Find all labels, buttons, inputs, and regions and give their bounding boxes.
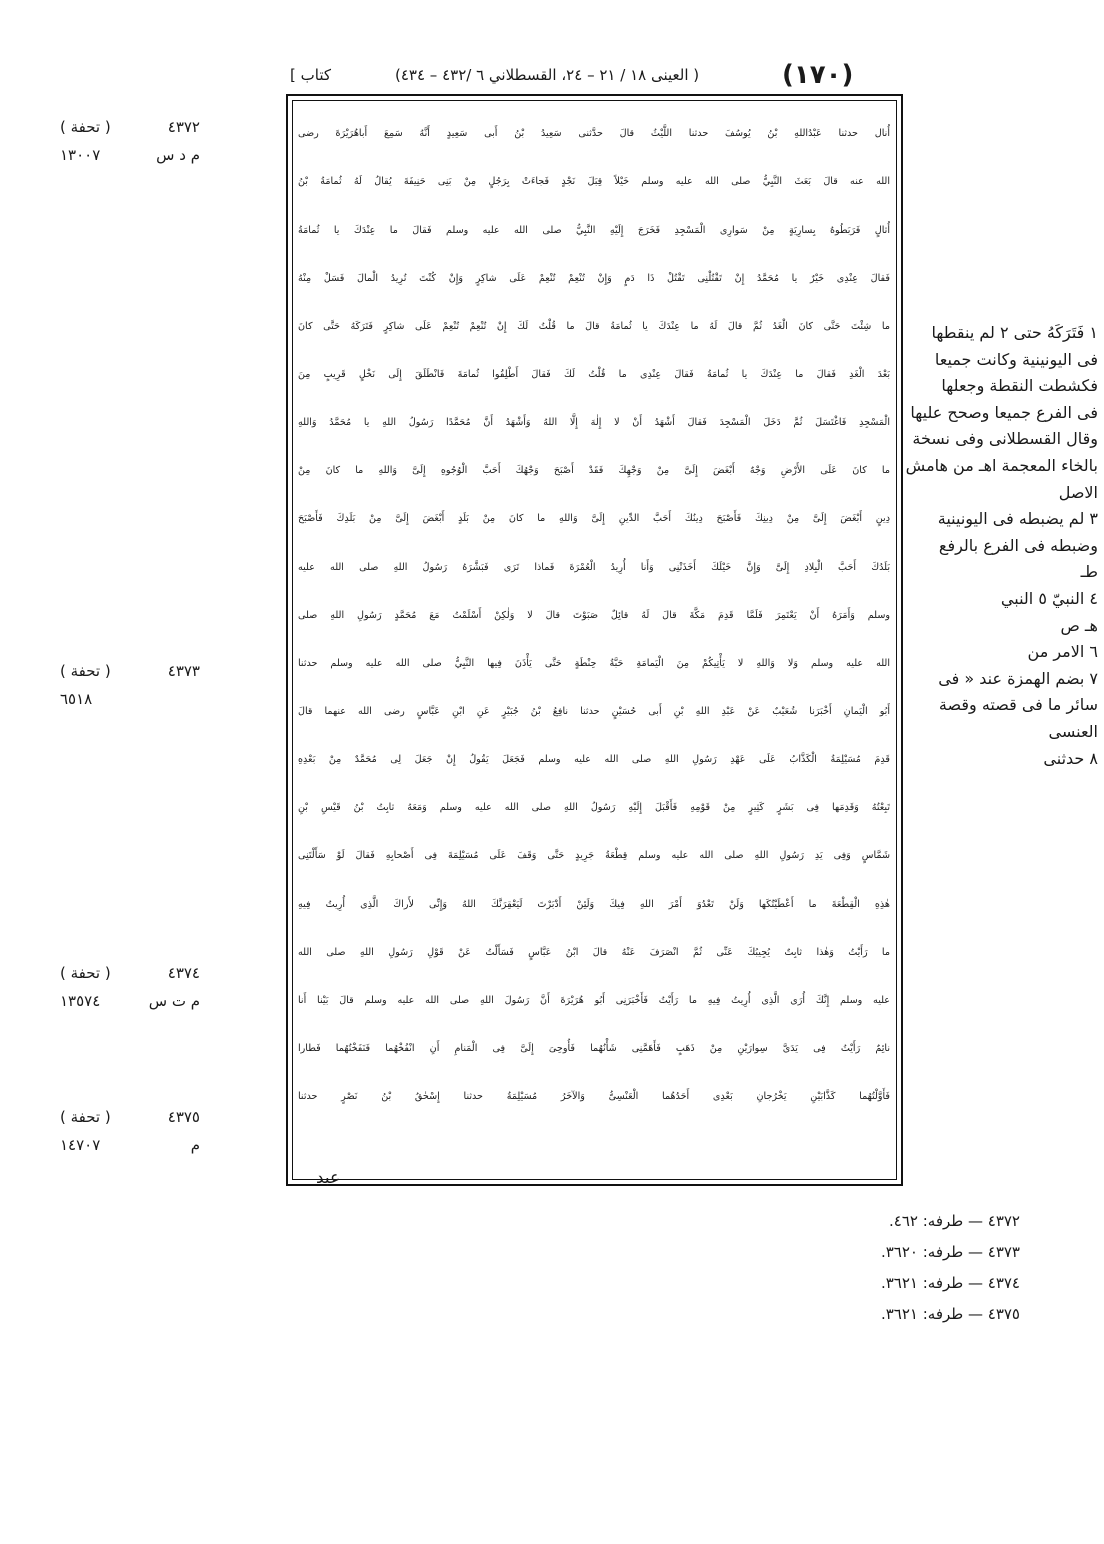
marginal-note-line: ٦ الامر من — [1027, 642, 1098, 662]
tuhfa-label: ( تحفة ) — [60, 964, 111, 982]
marginal-note-line: الاصل — [1058, 482, 1098, 502]
hadith-number: ٤٣٧٣ — [167, 662, 200, 680]
marginal-note-line: وقال القسطلانى وفى نسخة — [912, 429, 1098, 449]
text-line-content: دِينٍ أَبْغَضَ إِلَىَّ مِنْ دِينِكَ فَأَصْبَحَ دِينُكَ أَحَبَّ الدِّينِ إِلَىَّ وَاللهِ ما كانَ مِنْ بَلَدٍ أَبْغَضَ إِلَىَّ مِنْ بَلَدِكَ فَأَصْبَحَ — [298, 513, 890, 525]
tuhfa-label: ( تحفة ) — [60, 662, 111, 680]
marginal-note-line: فكشطت النقطة وجعلها — [941, 376, 1098, 396]
marginal-note-line: فى الفرع جميعا وصحح عليها — [910, 402, 1098, 422]
text-line — [298, 110, 890, 158]
text-line — [298, 736, 890, 784]
text-line-content: قَدِمَ مُسَيْلِمَةُ الْكَذَّابُ عَلَى عَهْدِ رَسُولِ اللهِ صلى الله عليه وسلم فَجَعَلَ يَقُولُ إِنْ جَعَلَ لِى مُحَمَّدٌ مِنْ بَعْدِهِ — [298, 754, 890, 766]
footnote: ٤٣٧٣ — طرفه: ٣٦٢٠. — [880, 1243, 1020, 1261]
marginal-note-line: وضبطه فى الفرع بالرفع — [938, 535, 1098, 555]
text-line-content: عليه وسلم إِنَّكَ أُرَى الَّذِى أُرِيتُ فِيهِ ما رَأَيْتُ فَأَخْبَرَنِى أَبُو هُرَيْرَةَ أَنَّ رَسُولَ اللهِ صلى الله عليه وسلم قالَ بَيْنا أَنا — [298, 994, 890, 1006]
marginal-notes — [905, 320, 1098, 772]
marginal-note-line: ٤ النبيّ ٥ النبي — [1000, 588, 1098, 608]
text-line-content: الْمَسْجِدِ فَاغْتَسَلَ ثُمَّ دَخَلَ الْمَسْجِدَ فَقالَ أَشْهَدُ أَنْ لا إِلٰهَ إِلَّا اللهُ وَأَشْهَدُ أَنَّ مُحَمَّدًا رَسُولُ اللهِ يا مُحَمَّدُ وَاللهِ — [298, 417, 890, 429]
text-line — [298, 1025, 890, 1073]
text-line-content: فَأَوَّلْتُهُما كَذَّابَيْنِ يَخْرُجانِ بَعْدِى أَحَدُهُما الْعَنْسِىُّ وَالآخَرُ مُسَيْلِمَةُ حدثنا إِسْحٰقُ بْنُ نَصْرٍ حدثنا — [298, 1091, 890, 1103]
text-line-content: أُنال حدثنا عَبْدُاللهِ بْنُ يُوسُفَ حدثنا اللَّيْثُ قالَ حدَّثنى سَعِيدُ بْنُ أَبى سَعِيدٍ أَنَّهُ سَمِعَ أَباهُرَيْرَةَ رضى — [298, 128, 890, 140]
text-line — [298, 928, 890, 976]
text-line-content: تَبِعْتُهُ وَقَدِمَها فِى بَشَرٍ كَثِيرٍ مِنْ قَوْمِهِ فَأَقْبَلَ إِلَيْهِ رَسُولُ اللهِ صلى الله عليه وسلم وَمَعَهُ ثابِتُ بْنُ قَيْسِ بْنِ — [298, 802, 890, 814]
tuhfa-ref: ٦٥١٨ — [60, 690, 93, 708]
sigla: م ت س — [148, 992, 200, 1010]
tuhfa-label: ( تحفة ) — [60, 118, 111, 136]
text-line — [298, 977, 890, 1025]
text-line — [298, 688, 890, 736]
footnote: ٤٣٧٥ — طرفه: ٣٦٢١. — [880, 1305, 1020, 1323]
text-line — [298, 399, 890, 447]
text-line — [298, 254, 890, 302]
footnotes — [720, 1212, 1020, 1336]
hadith-number: ٤٣٧٥ — [167, 1108, 200, 1126]
marginal-note-line: طـ — [1080, 562, 1098, 582]
hadith-number: ٤٣٧٢ — [167, 118, 200, 136]
hadith-number: ٤٣٧٤ — [167, 964, 200, 982]
tuhfa-ref: ١٤٧٠٧ — [60, 1136, 101, 1154]
margin-ref-4375 — [60, 1108, 200, 1154]
text-line — [298, 880, 890, 928]
marginal-note-line: العنسى — [1048, 721, 1098, 741]
text-line-content: الله عليه وسلم وَلا وَاللهِ لا يَأْتِيكُمْ مِنَ الْيَمامَةِ حَبَّةُ حِنْطَةٍ حَتَّى يَأْذَنَ فِيها النَّبِيُّ صلى الله عليه وسلم حدثنا — [298, 657, 890, 669]
text-line-content: أَبُو الْيَمانِ أَخْبَرَنا شُعَيْبٌ عَنْ عَبْدِ اللهِ بْنِ أَبى حُسَيْنٍ حدثنا نافِعُ بْنُ جُبَيْرٍ عَنِ ابْنِ عَبَّاسٍ رضى الله عنهما قالَ — [298, 705, 890, 717]
text-line-content: أُثالٍ فَرَبَطُوهُ بِسارِيَةٍ مِنْ سَوارِى الْمَسْجِدِ فَخَرَجَ إِلَيْهِ النَّبِيُّ صلى الله عليه وسلم فَقالَ ما عِنْدَكَ يا ثُمامَةُ — [298, 224, 890, 236]
text-line — [298, 206, 890, 254]
marginal-note-line: فى اليونينية وكانت جميعا — [934, 349, 1098, 369]
margin-ref-4372 — [60, 118, 200, 164]
text-line — [298, 303, 890, 351]
sigla: م د س — [156, 146, 200, 164]
text-line — [298, 543, 890, 591]
header-sources: ( العينى ١٨ / ٢١ – ٢٤، القسطلاني ٦ /٤٣٢ – ٤٣٤) — [395, 66, 700, 84]
marginal-note-line: ٣ لم يضبطه فى اليونينية — [937, 509, 1098, 529]
text-line — [298, 591, 890, 639]
marginal-note-line: ٧ بضم الهمزة عند « فى — [938, 668, 1098, 688]
text-line-content: الله عنه قالَ بَعَثَ النَّبِيُّ صلى الله عليه وسلم خَيْلاً قِبَلَ نَجْدٍ فَجاءَتْ بِرَجُلٍ مِنْ بَنِى حَنِيفَةَ يُقالُ لَهُ ثُمامَةُ بْنُ — [298, 176, 890, 188]
catchword: عبد — [316, 1168, 341, 1188]
footnote: ٤٣٧٤ — طرفه: ٣٦٢١. — [880, 1274, 1020, 1292]
text-line-content: شَمَّاسٍ وَفِى يَدِ رَسُولِ اللهِ صلى الله عليه وسلم قِطْعَةُ جَرِيدٍ حَتَّى وَقَفَ عَلَى مُسَيْلِمَةَ فِى أَصْحابِهِ فَقالَ لَوْ سَأَلْتَنِى — [298, 850, 890, 862]
text-line-content: هٰذِهِ الْقِطْعَةَ ما أَعْطَيْتُكَها وَلَنْ تَعْدُوَ أَمْرَ اللهِ فِيكَ وَلَئِنْ أَدْبَرْتَ لَيَعْقِرَنَّكَ اللهُ وَإِنِّى لأَراكَ الَّذِى أُرِيتُ فِيهِ — [298, 898, 890, 910]
text-line-content: بَعْدَ الْغَدِ فَقالَ ما عِنْدَكَ يا ثُمامَةُ فَقالَ عِنْدِى ما قُلْتُ لَكَ فَقالَ أَطْلِقُوا ثُمامَةَ فَانْطَلَقَ إِلَى نَخْلٍ قَرِيبٍ مِنَ — [298, 368, 890, 380]
marginal-note-line: بالخاء المعجمة اهـ من هامش — [905, 455, 1098, 475]
marginal-note-line: سائر ما فى قصته وقصة — [938, 695, 1098, 715]
header-section: [ كتاب — [290, 66, 331, 84]
text-line — [298, 351, 890, 399]
text-line-content: فَقالَ عِنْدِى خَيْرٌ يا مُحَمَّدُ إِنْ تَقْتُلْنِى تَقْتُلْ ذَا دَمٍ وَإِنْ تُنْعِمْ تُنْعِمْ عَلَى شاكِرٍ وَإِنْ كُنْتَ تُرِيدُ الْمالَ فَسَلْ مِنْهُ — [298, 272, 890, 284]
text-line — [298, 832, 890, 880]
text-line — [298, 447, 890, 495]
text-line-content: ما رَأَيْتُ وَهٰذا ثابِتٌ يُجِيبُكَ عَنِّى ثُمَّ انْصَرَفَ عَنْهُ قالَ ابْنُ عَبَّاسٍ فَسَأَلْتُ عَنْ قَوْلِ رَسُولِ اللهِ صلى الله — [298, 946, 890, 958]
text-line — [298, 784, 890, 832]
text-line-content: ما كانَ عَلَى الأَرْضِ وَجْهٌ أَبْغَضَ إِلَىَّ مِنْ وَجْهِكَ فَقَدْ أَصْبَحَ وَجْهُكَ أَحَبَّ الْوُجُوهِ إِلَىَّ وَاللهِ ما كانَ مِنْ — [298, 465, 890, 477]
text-line-content: ما شِئْتَ حَتَّى كانَ الْغَدُ ثُمَّ قالَ لَهُ ما عِنْدَكَ يا ثُمامَةُ قالَ ما قُلْتُ لَكَ إِنْ تُنْعِمْ تُنْعِمْ عَلَى شاكِرٍ فَتَرَكَهُ حَتَّى كانَ — [298, 320, 890, 332]
tuhfa-ref: ١٣٥٧٤ — [60, 992, 101, 1010]
text-line-content: نائِمٌ رَأَيْتُ فِى يَدَىَّ سِوارَيْنِ مِنْ ذَهَبٍ فَأَهَمَّنِى شَأْنُهُما فَأُوحِىَ إِلَىَّ فِى الْمَنامِ أَنِ انْفُخْهُما فَنَفَخْتُهُما فَطارا — [298, 1042, 890, 1054]
main-text — [298, 110, 890, 1170]
text-line — [298, 495, 890, 543]
text-line — [298, 158, 890, 206]
marginal-note-line: ٨ حدثنى — [1043, 748, 1098, 768]
page-number: (١٧٠) — [782, 60, 854, 90]
text-line-content: وسلم وَأَمَرَهُ أَنْ يَعْتَمِرَ فَلَمَّا قَدِمَ مَكَّةَ قالَ لَهُ قائِلٌ صَبَوْتَ قالَ لا وَلٰكِنْ أَسْلَمْتُ مَعَ مُحَمَّدٍ رَسُولِ اللهِ صلى — [298, 609, 890, 621]
tuhfa-ref: ١٣٠٠٧ — [60, 146, 101, 164]
tuhfa-label: ( تحفة ) — [60, 1108, 111, 1126]
text-line-content: بَلَدُكَ أَحَبَّ الْبِلادِ إِلَىَّ وَإِنَّ خَيْلَكَ أَخَذَتْنِى وَأَنا أُرِيدُ الْعُمْرَةَ فَماذا تَرَى فَبَشَّرَهُ رَسُولُ اللهِ صلى الله عليه — [298, 561, 890, 573]
text-line — [298, 1073, 890, 1121]
footnote: ٤٣٧٢ — طرفه: ٤٦٢. — [889, 1212, 1020, 1230]
marginal-note-line: ١ فَتَرَكَهُ حتى ٢ لم ينقطها — [931, 323, 1098, 342]
marginal-note-line: هـ ص — [1060, 615, 1098, 635]
text-line — [298, 640, 890, 688]
margin-ref-4374 — [60, 964, 200, 1010]
sigla: م — [190, 1136, 200, 1154]
margin-ref-4373 — [60, 662, 200, 708]
